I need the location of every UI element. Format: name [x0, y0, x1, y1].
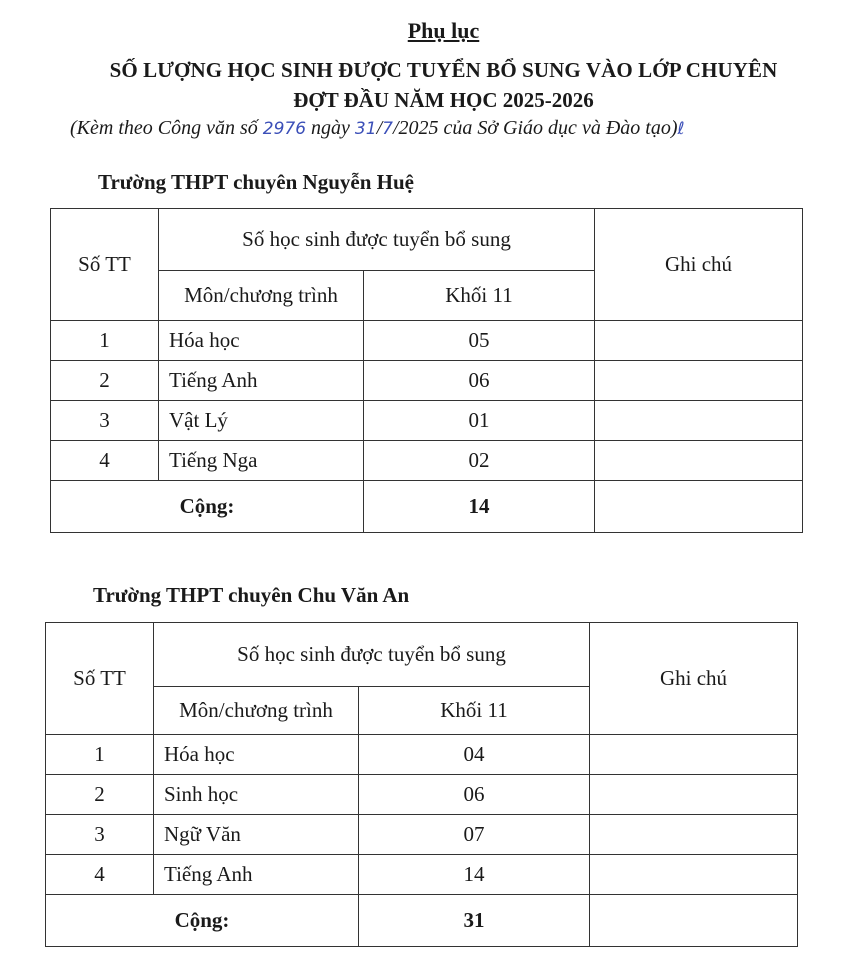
- cell-subject: Tiếng Anh: [159, 361, 364, 401]
- total-note: [590, 895, 798, 947]
- table-row: [46, 815, 798, 855]
- header-stt: Số TT: [51, 209, 159, 321]
- cell-count: 06: [364, 361, 595, 401]
- appendix-heading: Phụ lục: [407, 18, 480, 43]
- cell-subject: Vật Lý: [159, 401, 364, 441]
- cell-count: 02: [364, 441, 595, 481]
- header-stt: Số TT: [46, 623, 154, 735]
- cell-count: 14: [359, 855, 590, 895]
- table-row: [46, 775, 798, 815]
- cell-subject: Tiếng Anh: [154, 855, 359, 895]
- cell-stt: 4: [51, 441, 159, 481]
- cell-note: [595, 321, 803, 361]
- table-row: [51, 321, 803, 361]
- header-grade: Khối 11: [359, 687, 590, 735]
- header-note: Ghi chú: [590, 623, 798, 735]
- table-row: [46, 735, 798, 775]
- cell-stt: 3: [46, 815, 154, 855]
- total-label: Cộng:: [46, 895, 359, 947]
- cell-note: [590, 855, 798, 895]
- school-name-1: Trường THPT chuyên Nguyễn Huệ: [98, 170, 414, 194]
- total-note: [595, 481, 803, 533]
- header-grade: Khối 11: [364, 271, 595, 321]
- handwritten-initials: ℓ: [677, 119, 685, 139]
- total-row: [51, 481, 803, 533]
- school-name-2: Trường THPT chuyên Chu Văn An: [93, 583, 410, 607]
- handwritten-month: 7: [382, 119, 393, 139]
- subtitle-suffix: /2025 của Sở Giáo dục và Đào tạo): [392, 117, 678, 139]
- cell-count: 01: [364, 401, 595, 441]
- cell-stt: 1: [46, 735, 154, 775]
- cell-stt: 4: [46, 855, 154, 895]
- total-label: Cộng:: [51, 481, 364, 533]
- document-subtitle: [70, 117, 867, 140]
- document-title-line2: ĐỢT ĐẦU NĂM HỌC 2025-2026: [293, 88, 594, 112]
- cell-note: [590, 775, 798, 815]
- cell-note: [595, 401, 803, 441]
- cell-stt: 3: [51, 401, 159, 441]
- table-row: [51, 401, 803, 441]
- table-row: [51, 361, 803, 401]
- cell-count: 04: [359, 735, 590, 775]
- table-row: [51, 441, 803, 481]
- cell-stt: 2: [46, 775, 154, 815]
- cell-subject: Hóa học: [159, 321, 364, 361]
- document-title-line1: SỐ LƯỢNG HỌC SINH ĐƯỢC TUYỂN BỔ SUNG VÀO LỚP CHUYÊN: [109, 58, 778, 82]
- date-separator: /: [376, 117, 383, 139]
- cell-count: 05: [364, 321, 595, 361]
- cell-subject: Sinh học: [154, 775, 359, 815]
- cell-count: 07: [359, 815, 590, 855]
- school-table-2: [45, 622, 798, 947]
- school-table-1: [50, 208, 803, 533]
- total-value: 31: [359, 895, 590, 947]
- table-row: [46, 855, 798, 895]
- subtitle-mid: ngày: [306, 117, 355, 139]
- handwritten-doc-number: 2976: [262, 119, 307, 139]
- cell-count: 06: [359, 775, 590, 815]
- cell-stt: 1: [51, 321, 159, 361]
- cell-note: [595, 361, 803, 401]
- header-note: Ghi chú: [595, 209, 803, 321]
- cell-note: [590, 815, 798, 855]
- table-header-row: [46, 623, 798, 687]
- total-value: 14: [364, 481, 595, 533]
- header-group: Số học sinh được tuyển bổ sung: [159, 209, 595, 271]
- handwritten-day: 31: [354, 119, 377, 139]
- cell-note: [595, 441, 803, 481]
- cell-subject: Tiếng Nga: [159, 441, 364, 481]
- header-group: Số học sinh được tuyển bổ sung: [154, 623, 590, 687]
- cell-note: [590, 735, 798, 775]
- table-header-row: [51, 209, 803, 271]
- cell-stt: 2: [51, 361, 159, 401]
- header-subject: Môn/chương trình: [159, 271, 364, 321]
- total-row: [46, 895, 798, 947]
- subtitle-prefix: (Kèm theo Công văn số: [70, 117, 263, 139]
- cell-subject: Hóa học: [154, 735, 359, 775]
- cell-subject: Ngữ Văn: [154, 815, 359, 855]
- header-subject: Môn/chương trình: [154, 687, 359, 735]
